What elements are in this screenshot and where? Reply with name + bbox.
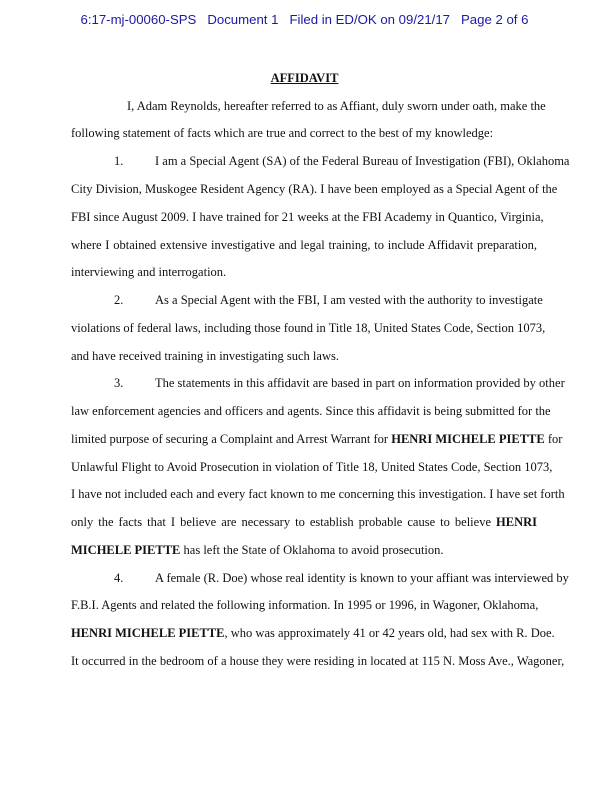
paragraph-line: and have received training in investigating such laws. xyxy=(71,349,339,363)
defendant-name: HENRI MICHELE PIETTE xyxy=(391,432,545,446)
paragraph-line xyxy=(71,514,537,530)
case-number: 6:17-mj-00060-SPS xyxy=(80,12,197,27)
intro-line: following statement of facts which are true and correct to the best of my knowledge: xyxy=(71,126,494,140)
paragraph-line: As a Special Agent with the FBI, I am vested with the authority to investigate xyxy=(155,293,543,307)
paragraph-line: where I obtained extensive investigative and legal training, to include Affidavit preparation, xyxy=(71,238,537,252)
line-text: only the facts that I believe are necessary to establish probable cause to believe xyxy=(71,515,491,529)
document-title: AFFIDAVIT xyxy=(270,71,339,85)
filing-header xyxy=(0,12,609,27)
paragraph-line: The statements in this affidavit are based in part on information provided by other xyxy=(155,376,565,390)
paragraph-number: 1. xyxy=(114,154,124,168)
paragraph-line: violations of federal laws, including those found in Title 18, United States Code, Section 1073, xyxy=(71,321,546,335)
defendant-name: HENRI xyxy=(496,515,538,529)
intro-line: I, Adam Reynolds, hereafter referred to as Affiant, duly sworn under oath, make the xyxy=(127,99,546,113)
defendant-name: MICHELE PIETTE xyxy=(71,543,181,557)
document-label: Document 1 xyxy=(207,12,279,27)
paragraph-line xyxy=(71,625,555,641)
paragraph-number: 4. xyxy=(114,571,124,585)
paragraph-line: City Division, Muskogee Resident Agency (RA). I have been employed as a Special Agent of the xyxy=(71,182,558,196)
filed-stamp: Filed in ED/OK on 09/21/17 xyxy=(289,12,450,27)
line-text: , who was approximately 41 or 42 years old, had sex with R. Doe. xyxy=(224,626,555,640)
paragraph-line: A female (R. Doe) whose real identity is known to your affiant was interviewed by xyxy=(155,571,569,585)
paragraph-line: I am a Special Agent (SA) of the Federal Bureau of Investigation (FBI), Oklahoma xyxy=(155,154,570,168)
line-text: has left the State of Oklahoma to avoid prosecution. xyxy=(183,543,444,557)
paragraph-number: 2. xyxy=(114,293,124,307)
defendant-name: HENRI MICHELE PIETTE xyxy=(71,626,225,640)
paragraph-line: Unlawful Flight to Avoid Prosecution in violation of Title 18, United States Code, Section 1073, xyxy=(71,460,553,474)
paragraph-line: It occurred in the bedroom of a house they were residing in located at 115 N. Moss Ave., Wagoner, xyxy=(71,654,565,668)
line-text: for xyxy=(547,432,563,446)
page-number: Page 2 of 6 xyxy=(461,12,529,27)
paragraph-line xyxy=(71,431,563,447)
paragraph-line xyxy=(71,542,537,558)
line-text: limited purpose of securing a Complaint and Arrest Warrant for xyxy=(71,432,389,446)
paragraph-line: I have not included each and every fact known to me concerning this investigation. I have set forth xyxy=(71,487,565,501)
paragraph-number: 3. xyxy=(114,376,124,390)
paragraph-line: FBI since August 2009. I have trained for 21 weeks at the FBI Academy in Quantico, Virginia, xyxy=(71,210,544,224)
paragraph-line: law enforcement agencies and officers and agents. Since this affidavit is being submitted for the xyxy=(71,404,551,418)
paragraph-line: interviewing and interrogation. xyxy=(71,265,227,279)
paragraph-line: F.B.I. Agents and related the following information. In 1995 or 1996, in Wagoner, Oklahoma, xyxy=(71,598,539,612)
